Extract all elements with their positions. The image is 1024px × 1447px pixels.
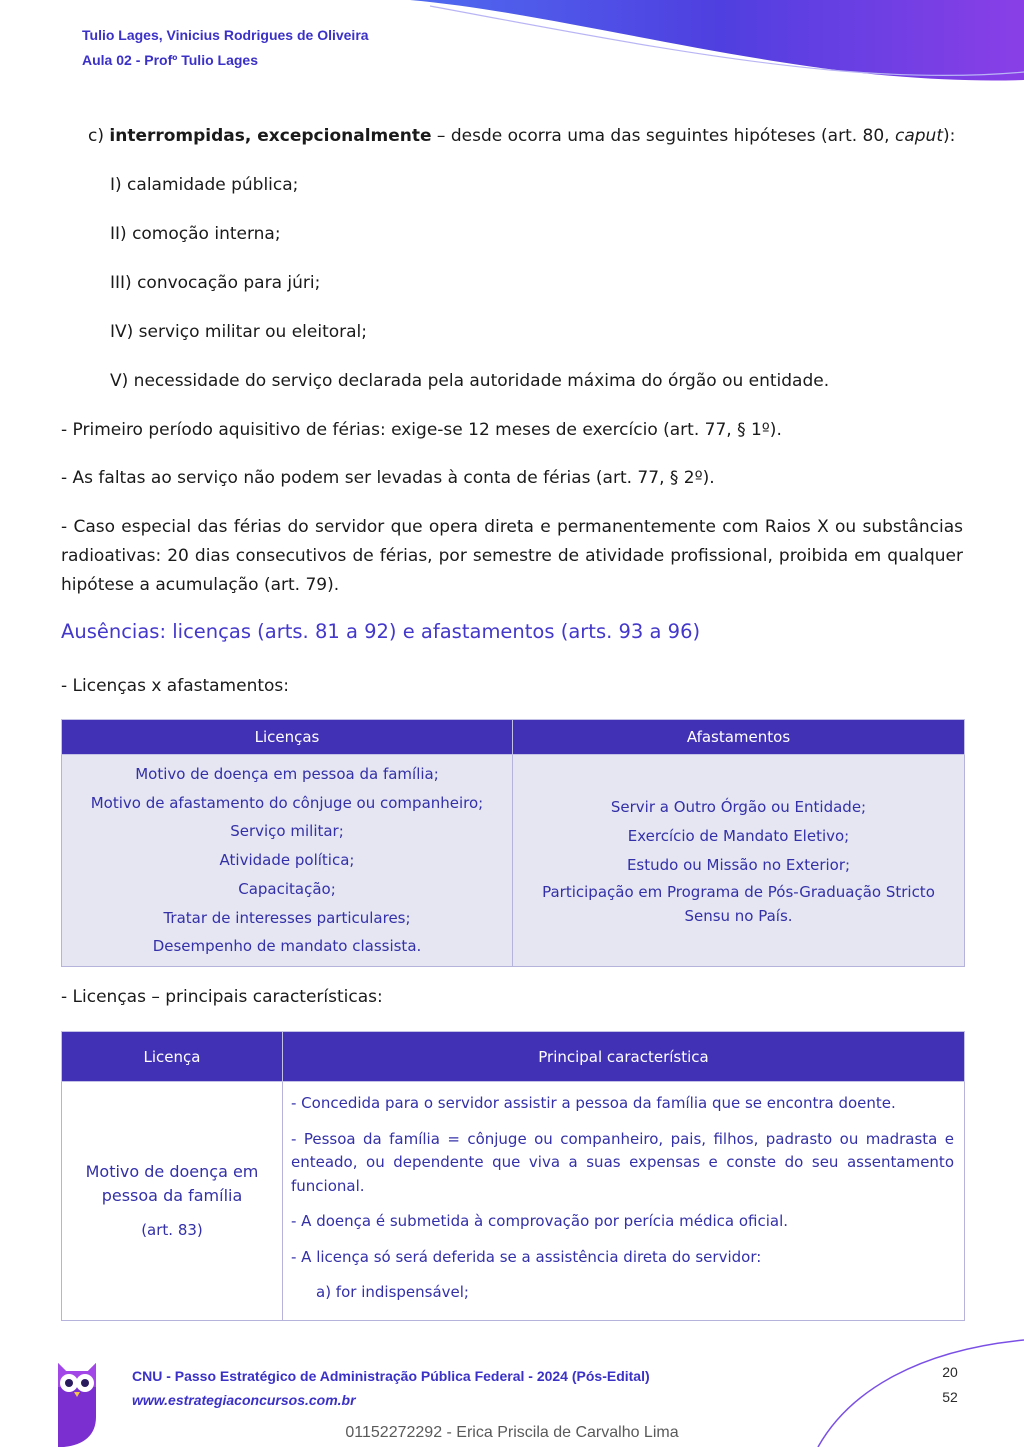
afastamento-item: Exercício de Mandato Eletivo; bbox=[627, 827, 850, 846]
hypothesis-5: V) necessidade do serviço declarada pela autoridade máxima do órgão ou entidade. bbox=[110, 371, 830, 391]
table2-header-licenca: Licença bbox=[62, 1032, 283, 1082]
licenca-item: Serviço militar; bbox=[230, 822, 344, 841]
hypothesis-4: IV) serviço militar ou eleitoral; bbox=[110, 322, 367, 342]
page-number: 20 bbox=[942, 1364, 958, 1380]
afastamento-item: Estudo ou Missão no Exterior; bbox=[626, 855, 851, 874]
table2-caracteristica-cell bbox=[283, 1082, 965, 1321]
item-c-prefix: c) bbox=[88, 126, 110, 146]
item-c-italic: caput bbox=[894, 126, 943, 146]
footer-course-title: CNU - Passo Estratégico de Administração Pública Federal - 2024 (Pós-Edital) bbox=[132, 1368, 650, 1384]
table2-header-caracteristica: Principal característica bbox=[283, 1032, 965, 1082]
caracteristica-item: - Pessoa da família = cônjuge ou companheiro, pais, filhos, padrasto ou madrasta e enteado, ou dependente que viva a suas expensas e conste do seu assentamento funcional. bbox=[291, 1129, 954, 1195]
hypothesis-3: III) convocação para júri; bbox=[110, 273, 321, 293]
section-title: Ausências: licenças (arts. 81 a 92) e afastamentos (arts. 93 a 96) bbox=[61, 620, 701, 643]
licenca-item: Motivo de afastamento do cônjuge ou companheiro; bbox=[90, 793, 484, 812]
hypothesis-1: I) calamidade pública; bbox=[110, 175, 299, 195]
licenca-name: Motivo de doença em pessoa da família bbox=[85, 1162, 259, 1205]
watermark: 01152272292 - Erica Priscila de Carvalho Lima bbox=[345, 1424, 679, 1441]
header-authors: Tulio Lages, Vinicius Rodrigues de Oliveira bbox=[82, 27, 369, 43]
caracteristica-subitem: a) for indispensável; bbox=[316, 1283, 469, 1301]
licenca-item: Desempenho de mandato classista. bbox=[152, 937, 422, 956]
licencas-afastamentos-table bbox=[61, 719, 965, 967]
licencas-vs-label: - Licenças x afastamentos: bbox=[61, 676, 290, 696]
licencas-caracteristicas-table bbox=[61, 1031, 965, 1321]
table1-licencas-cell bbox=[62, 755, 513, 967]
caracteristica-item: - A doença é submetida à comprovação por perícia médica oficial. bbox=[291, 1212, 789, 1230]
item-c-text: – desde ocorra uma das seguintes hipóteses (art. 80, bbox=[431, 126, 895, 146]
table2-licenca-cell bbox=[62, 1082, 283, 1321]
header-lesson: Aula 02 - Profº Tulio Lages bbox=[82, 52, 258, 68]
licenca-article: (art. 83) bbox=[141, 1221, 203, 1239]
page-total: 52 bbox=[942, 1389, 958, 1405]
table1-header-licencas: Licenças bbox=[62, 720, 513, 755]
licenca-item: Tratar de interesses particulares; bbox=[163, 908, 411, 927]
item-c-suffix: ): bbox=[942, 126, 956, 146]
hypothesis-2: II) comoção interna; bbox=[110, 224, 281, 244]
licenca-item: Motivo de doença em pessoa da família; bbox=[135, 765, 439, 783]
caracteristica-item: - Concedida para o servidor assistir a pessoa da família que se encontra doente. bbox=[291, 1094, 896, 1112]
absences-paragraph: - As faltas ao serviço não podem ser levadas à conta de férias (art. 77, § 2º). bbox=[61, 468, 715, 488]
licencas-caract-label: - Licenças – principais características: bbox=[61, 987, 383, 1007]
first-period-paragraph: - Primeiro período aquisitivo de férias: exige-se 12 meses de exercício (art. 77, § 1º). bbox=[61, 420, 782, 440]
special-case-paragraph: - Caso especial das férias do servidor que opera direta e permanentemente com Raios X ou substâncias radioativas: 20 dias consecutivos de férias, por semestre de atividade profissional, proibida em qualquer hipótese a acumulação (art. 79). bbox=[61, 517, 963, 595]
item-c-paragraph bbox=[88, 122, 990, 151]
afastamento-item: Participação em Programa de Pós-Graduação Stricto Sensu no País. bbox=[542, 882, 935, 925]
table1-afastamentos-cell bbox=[513, 755, 965, 967]
item-c-bold: interrompidas, excepcionalmente bbox=[109, 126, 432, 146]
licenca-item: Capacitação; bbox=[238, 879, 336, 898]
footer-site-link[interactable]: www.estrategiaconcursos.com.br bbox=[132, 1392, 356, 1408]
licenca-item: Atividade política; bbox=[219, 851, 355, 870]
caracteristica-item: - A licença só será deferida se a assistência direta do servidor: bbox=[291, 1247, 762, 1266]
afastamento-item: Servir a Outro Órgão ou Entidade; bbox=[610, 798, 867, 817]
table1-header-afastamentos: Afastamentos bbox=[513, 720, 965, 755]
